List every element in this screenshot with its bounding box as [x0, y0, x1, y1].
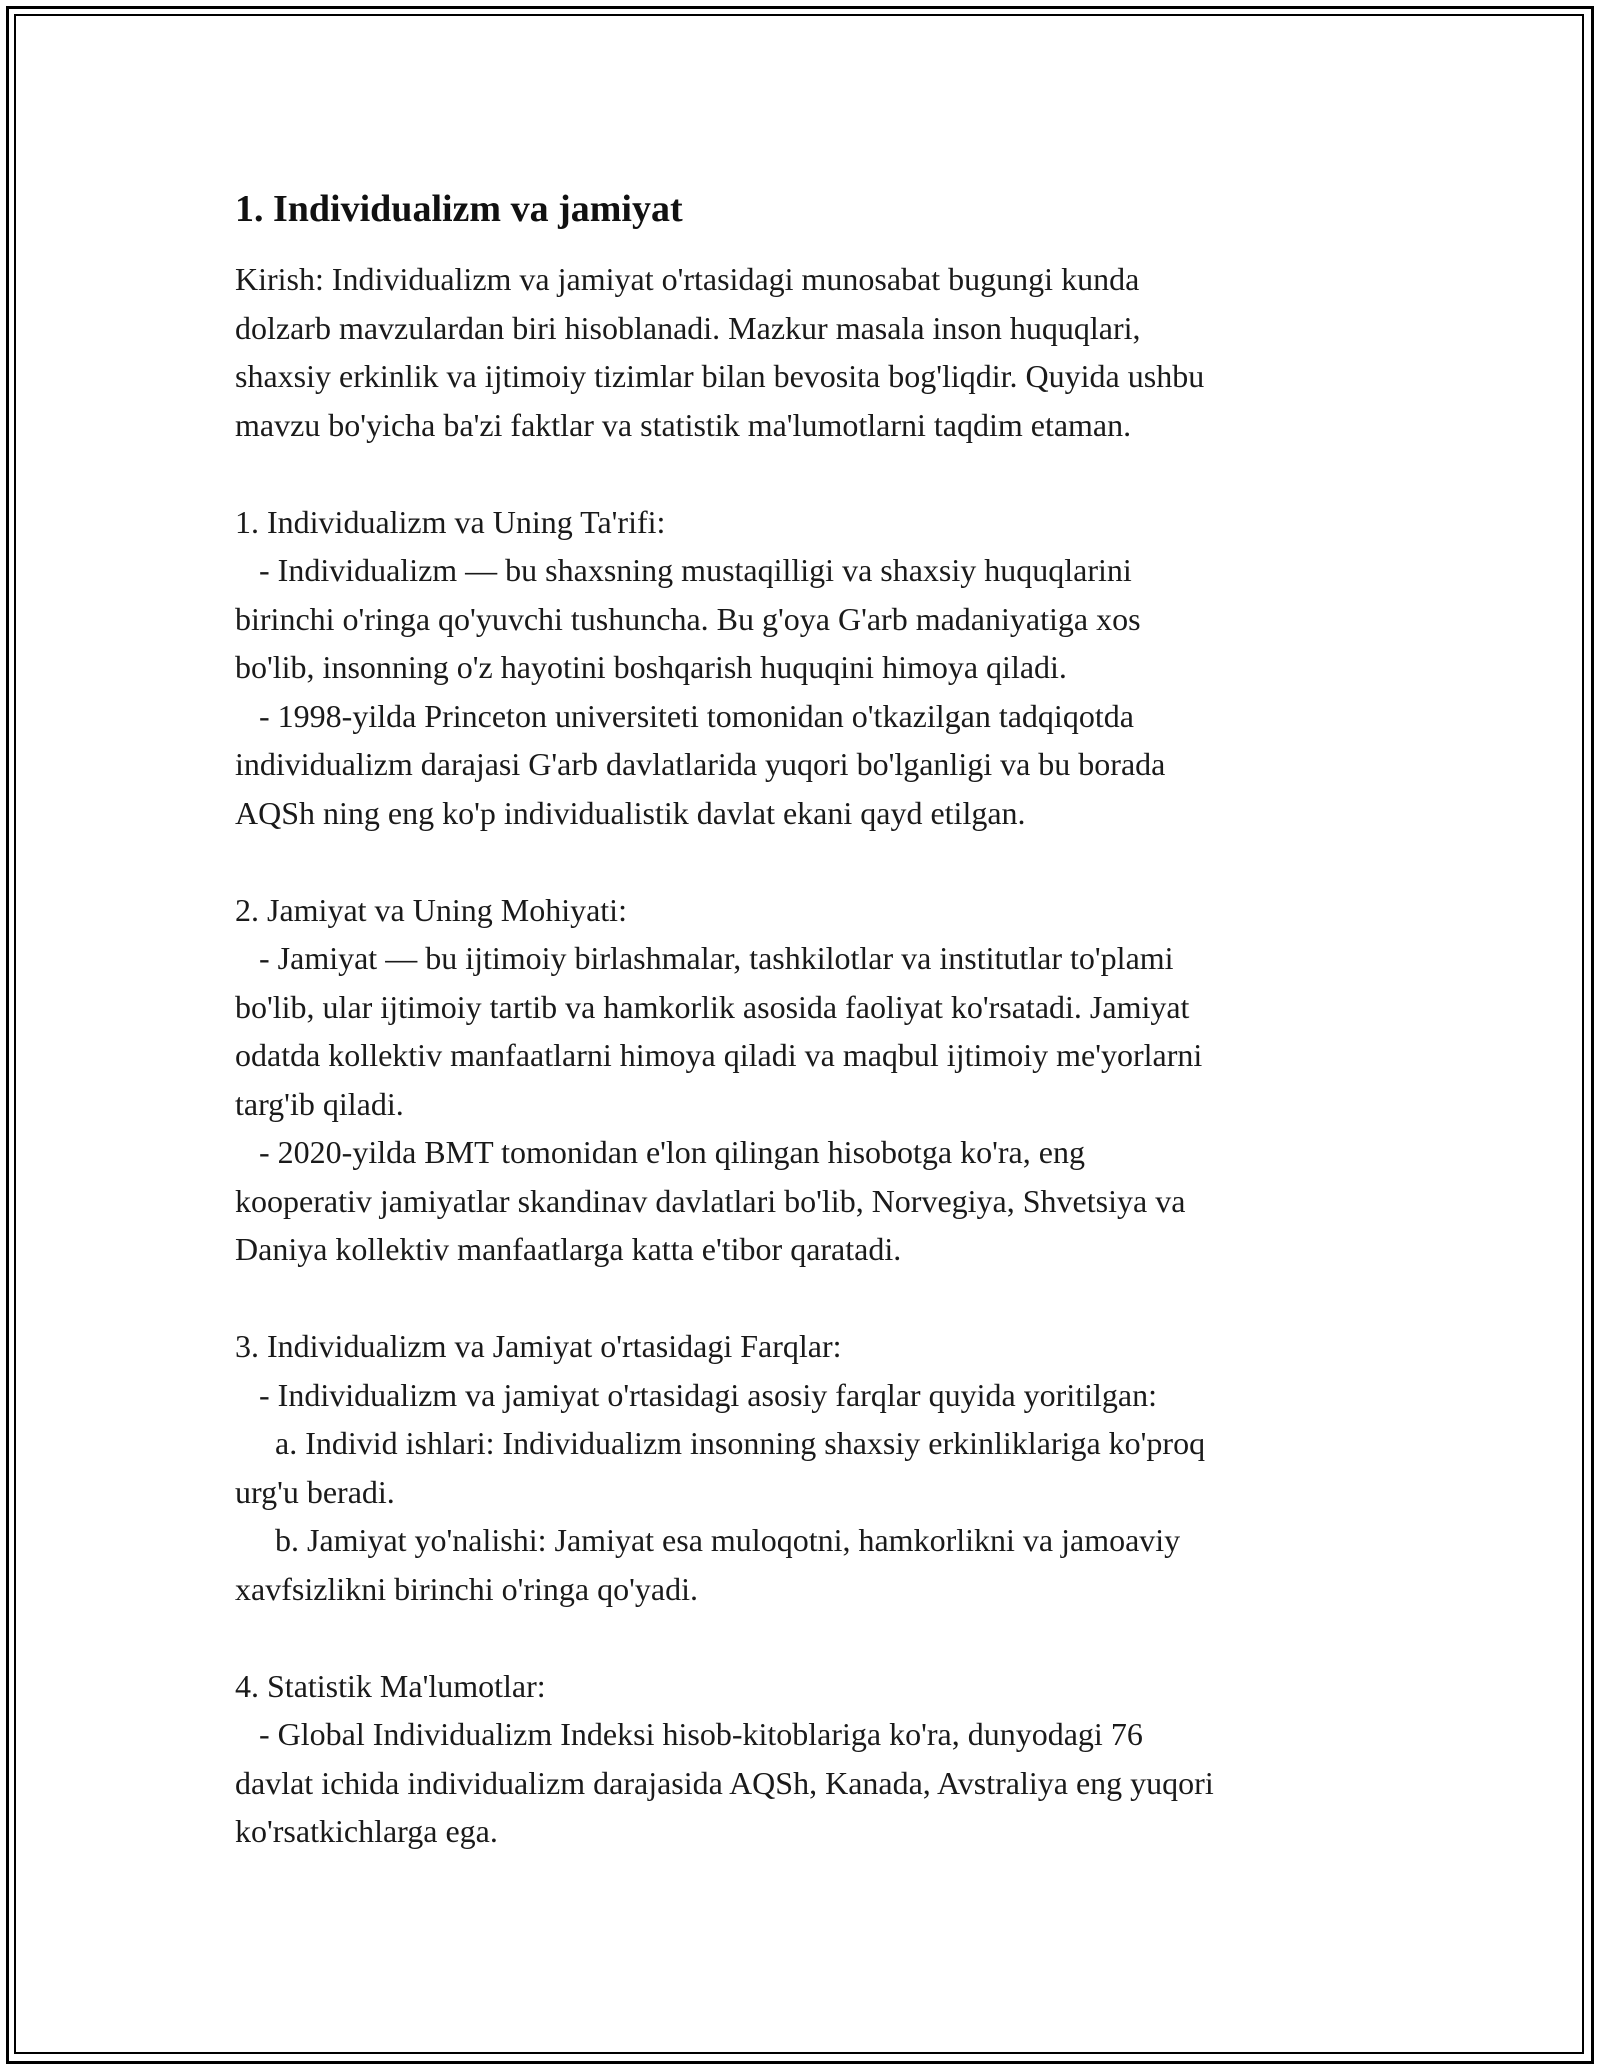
- document-title: 1. Individualizm va jamiyat: [235, 188, 683, 230]
- document-body: Kirish: Individualizm va jamiyat o'rtasidagi munosabat bugungi kunda dolzarb mavzulardan biri hisoblanadi. Mazkur masala inson huquqlari, shaxsiy erkinlik va ijtimoiy tizimlar bilan bevosita bog'liqdir. Quyida ushbu mavzu bo'yicha ba'zi faktlar va statistik ma'lumotlarni taqdim etaman. 1. Individualizm va Uning Ta'rifi: - Individualizm — bu shaxsning mustaqilligi va shaxsiy huquqlarini birinchi o'ringa qo'yuvchi tushuncha. Bu g'oya G'arb madaniyatiga xos bo'lib, insonning o'z hayotini boshqarish huquqini himoya qiladi. - 1998-yilda Princeton universiteti tomonidan o'tkazilgan tadqiqotda individualizm darajasi G'arb davlatlarida yuqori bo'lganligi va bu borada AQSh ning eng ko'p individualistik davlat ekani qayd etilgan. 2. Jamiyat va Uning Mohiyati: - Jamiyat — bu ijtimoiy birlashmalar, tashkilotlar va institutlar to'plami bo'lib, ular ijtimoiy tartib va hamkorlik asosida faoliyat ko'rsatadi. Jamiyat odatda kollektiv manfaatlarni himoya qiladi va maqbul ijtimoiy me'yorlarni targ'ib qiladi. - 2020-yilda BMT tomonidan e'lon qilingan hisobotga ko'ra, eng kooperativ jamiyatlar skandinav davlatlari bo'lib, Norvegiya, Shvetsiya va Daniya kollektiv manfaatlarga katta e'tibor qaratadi. 3. Individualizm va Jamiyat o'rtasidagi Farqlar: - Individualizm va jamiyat o'rtasidagi asosiy farqlar quyida yoritilgan: a. Individ ishlari: Individualizm insonning shaxsiy erkinliklariga ko'proq urg'u beradi. b. Jamiyat yo'nalishi: Jamiyat esa muloqotni, hamkorlikni va jamoaviy xavfsizlikni birinchi o'ringa qo'yadi. 4. Statistik Ma'lumotlar: - Global Individualizm Indeksi hisob-kitoblariga ko'ra, dunyodagi 76 davlat ichida individualizm darajasida AQSh, Kanada, Avstraliya eng yuqori ko'rsatkichlarga ega.: [235, 261, 1214, 1849]
- document-content: [235, 185, 1385, 1856]
